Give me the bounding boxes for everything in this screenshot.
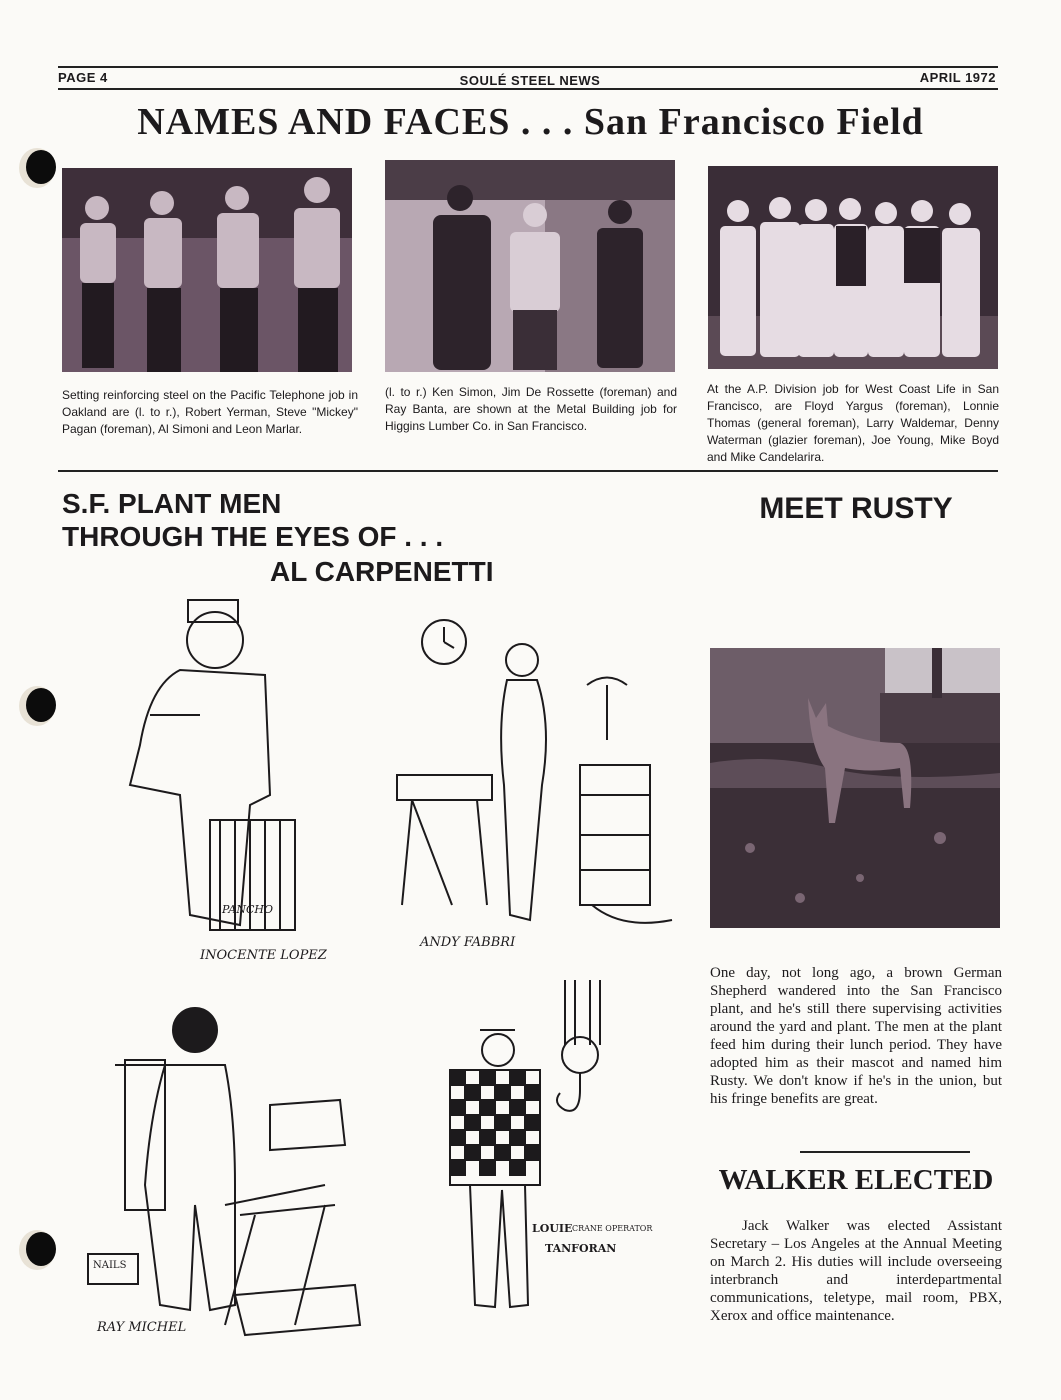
walker-article-body: Jack Walker was elected Assistant Secretary – Los Angeles at the Annual Meeting on March 2. His duties will include overseeing interbranch and interdepartmental communications, teletype, mail room, PBX, Xerox and office maintenance. [710, 1218, 1002, 1324]
punch-hole [26, 150, 56, 184]
plant-heading-line3: AL CARPENETTI [270, 556, 494, 587]
caption-pacific-telephone: Setting reinforcing steel on the Pacific Telephone job in Oakland are (l. to r.), Robert Yerman, Steve "Mickey" Pagan (foreman), Al Simoni and Leon Marlar. [62, 388, 358, 436]
newsletter-name: SOULÉ STEEL NEWS [459, 73, 601, 88]
caption-west-coast-life: At the A.P. Division job for West Coast Life in San Francisco, are Floyd Yargus (foreman), Lonnie Thomas (general foreman), Larry Waldemar, Denny Waterman (glazier foreman), Joe Young, Mike Boyd and Mike Candelarira. [707, 382, 999, 464]
sketch-signature-fabbri: ANDY FABBRI [420, 935, 516, 950]
photo-rusty-dog [710, 648, 1000, 928]
plant-heading-line1: S.F. PLANT MEN [62, 488, 282, 519]
issue-date: APRIL 1972 [919, 70, 996, 85]
photo-higgins-lumber [385, 160, 675, 372]
sketch-andy-fabbri [392, 615, 682, 935]
rusty-heading: MEET RUSTY [759, 492, 953, 525]
sketch-louie-tanforan [440, 975, 620, 1320]
box-label-nails: NAILS [93, 1260, 127, 1271]
sketch-signature-michel: RAY MICHEL [97, 1320, 187, 1335]
sketch-signature-louie: LOUIE [532, 1222, 573, 1235]
section-rule [58, 470, 998, 472]
page-number: PAGE 4 [58, 70, 108, 85]
photo-west-coast-life [708, 166, 998, 369]
sketch-role-crane-operator: CRANE OPERATOR [572, 1224, 653, 1233]
punch-hole [26, 1232, 56, 1266]
header-rule [58, 88, 998, 90]
photo-pacific-telephone [62, 168, 352, 372]
rusty-article-body: One day, not long ago, a brown German Shepherd wandered into the San Francisco plant, and he's still there supervising activities around the yard and plant. The men at the plant feed him during their lunch period. They have adopted him as their mascot and named him Rusty. We don't know if he's in the union, but his fringe benefits are great. [710, 965, 1002, 1107]
plant-heading-line2: THROUGH THE EYES OF . . . [62, 521, 444, 552]
sketch-signature-tanforan: TANFORAN [545, 1242, 617, 1255]
article-divider [800, 1151, 970, 1153]
sketch-ray-michel [85, 1005, 365, 1345]
page-title: NAMES AND FACES . . . San Francisco Field [137, 101, 924, 143]
caption-higgins-lumber: (l. to r.) Ken Simon, Jim De Rossette (foreman) and Ray Banta, are shown at the Metal Building job for Higgins Lumber Co. in San Francisco. [385, 385, 677, 433]
punch-hole [26, 688, 56, 722]
walker-heading: WALKER ELECTED [718, 1164, 994, 1196]
sketch-signature-lopez: INOCENTE LOPEZ [200, 948, 327, 963]
crate-label-pancho: PANCHO [222, 903, 273, 916]
top-rule [58, 66, 998, 68]
sketch-inocente-lopez [110, 595, 360, 950]
